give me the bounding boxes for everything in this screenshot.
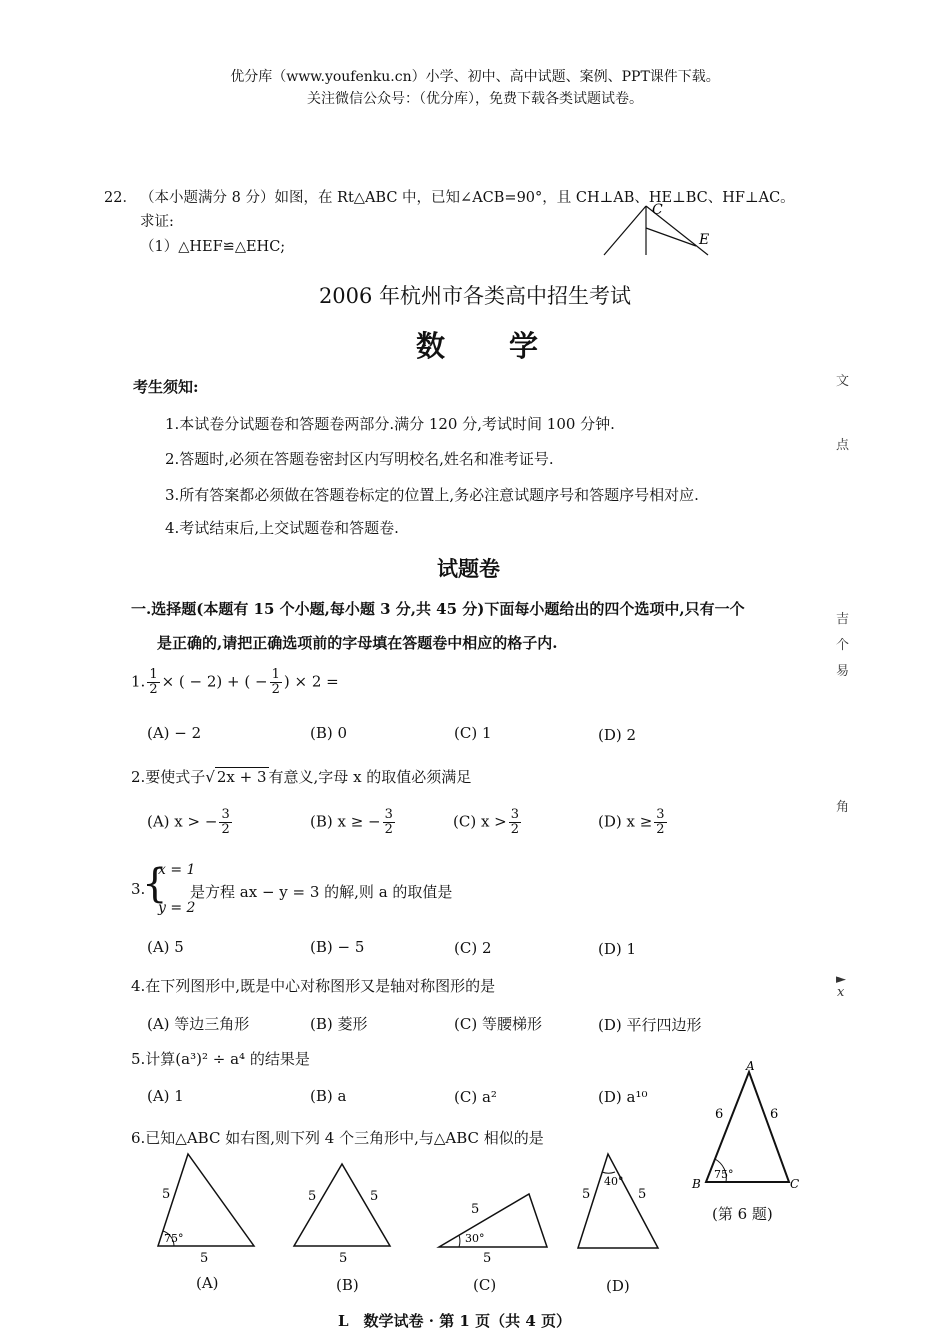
q2-option-d-frac [654, 808, 666, 837]
q2-option-d-den: 2 [656, 822, 665, 837]
q22-figure [600, 200, 720, 260]
q6-option-b-figure [290, 1158, 400, 1268]
q4-option-b: (B) 菱形 [310, 1015, 368, 1033]
q3-eq2: y = 2 [158, 900, 196, 916]
q2-tail: 有意义,字母 x 的取值必须满足 [268, 768, 472, 786]
q2-prefix: 2.要使式子 [131, 768, 206, 786]
q6-ref-shape [706, 1072, 789, 1182]
q2-option-b-den: 2 [384, 822, 393, 837]
q2-option-d [598, 808, 669, 837]
q4-option-d: (D) 平行四边形 [598, 1016, 702, 1034]
q6-option-d-angle: 40° [604, 1175, 624, 1188]
q1-frac-b [270, 668, 282, 697]
q6-stem: 6.已知△ABC 如右图,则下列 4 个三角形中,与△ABC 相似的是 [131, 1129, 544, 1147]
q6-option-b-shape [294, 1164, 390, 1246]
q3-prefix: 3. [131, 880, 146, 898]
q1-frac-b-den: 2 [271, 682, 280, 697]
q22-prove: 求证: [140, 214, 174, 230]
q6-option-c-shape [439, 1194, 547, 1247]
q5-option-d: (D) a¹⁰ [598, 1088, 648, 1106]
q2-option-c [453, 808, 523, 837]
q5-option-c: (C) a² [454, 1088, 497, 1106]
q3-option-b: (B) − 5 [310, 938, 365, 956]
paper-title: 试题卷 [437, 556, 500, 581]
q2-option-c-frac [509, 808, 521, 837]
notice-item-4: 4.考试结束后,上交试题卷和答题卷. [165, 519, 399, 537]
q1-prefix: 1. [131, 672, 146, 691]
q6-ref-label-c: C [790, 1177, 800, 1191]
q6-option-b-side3: 5 [339, 1251, 348, 1266]
q2-option-c-text: (C) x > [453, 812, 507, 831]
q2-option-b-text: (B) x ≥ − [310, 812, 381, 831]
notice-heading: 考生须知: [133, 378, 199, 396]
notice-item-2: 2.答题时,必须在答题卷密封区内写明校名,姓名和准考证号. [165, 450, 554, 468]
q6-option-b-side1: 5 [308, 1189, 317, 1204]
q3-tail: 是方程 ax − y = 3 的解,则 a 的取值是 [190, 883, 453, 901]
side-fragment-1: 文 [836, 374, 850, 389]
q6-option-a-label: (A) [196, 1274, 219, 1292]
q2-option-d-text: (D) x ≥ [598, 812, 653, 831]
q4-option-c: (C) 等腰梯形 [454, 1015, 542, 1033]
q6-option-b-side2: 5 [370, 1189, 379, 1204]
q2-option-a-den: 2 [221, 822, 230, 837]
q2-option-a-frac [219, 808, 231, 837]
q2-option-d-num: 3 [656, 807, 665, 822]
q22-text: （本小题满分 8 分）如图，在 Rt△ABC 中，已知∠ACB=90°，且 CH⊥AB、HE⊥BC、HF⊥AC。 [140, 190, 795, 206]
q6-reference-triangle [688, 1058, 808, 1198]
notice-item-1: 1.本试卷分试题卷和答题卷两部分.满分 120 分,考试时间 100 分钟. [165, 415, 615, 433]
page-footer: L 数学试卷 · 第 1 页（共 4 页） [338, 1312, 571, 1330]
q6-option-a-side2: 5 [200, 1251, 209, 1266]
q22-side-ca [604, 206, 646, 255]
q6-option-c-label: (C) [473, 1276, 497, 1294]
q3-option-d: (D) 1 [598, 940, 637, 958]
section1-line2: 是正确的,请把正确选项前的字母填在答题卷中相应的格子内. [157, 634, 558, 652]
q1-tail: ) × 2 = [283, 672, 339, 691]
q22-label-c: C [652, 202, 663, 218]
q4-stem: 4.在下列图形中,既是中心对称图形又是轴对称图形的是 [131, 977, 496, 995]
q2-radicand: 2x + 3 [216, 768, 267, 786]
q1-frac-a [147, 668, 159, 697]
q2-option-b-frac [383, 808, 395, 837]
q1-option-d: (D) 2 [598, 726, 637, 744]
side-fragment-4: 个 [836, 638, 850, 653]
section1-line1: 一.选择题(本题有 15 个小题,每小题 3 分,共 45 分)下面每小题给出的四个选项中,只有一个 [131, 600, 745, 618]
q22-part1: （1）△HEF≌△EHC; [140, 239, 286, 255]
q6-ref-caption: (第 6 题) [712, 1205, 773, 1223]
q5-option-a: (A) 1 [147, 1087, 184, 1105]
q6-option-d-side1: 5 [582, 1187, 591, 1202]
side-fragment-6: 角 [836, 800, 850, 815]
q5-option-b: (B) a [310, 1087, 347, 1105]
q6-option-b-label: (B) [336, 1276, 359, 1294]
q6-option-d-arc [602, 1172, 615, 1173]
q2-stem [131, 766, 471, 787]
q3-brace: { [142, 861, 168, 907]
q6-option-a-figure [150, 1148, 260, 1268]
q4-option-a: (A) 等边三角形 [147, 1015, 250, 1033]
q3-option-c: (C) 2 [454, 939, 492, 957]
q1-stem [131, 668, 339, 697]
q6-ref-label-b: B [692, 1177, 701, 1191]
side-fragment-2: 点 [836, 438, 850, 453]
q1-mid: × ( − 2) + ( − [161, 672, 268, 691]
q22-label-e: E [699, 232, 710, 248]
q6-option-c-side1: 5 [471, 1202, 480, 1217]
q1-frac-a-den: 2 [149, 682, 158, 697]
q22-he [646, 228, 696, 246]
q3-eq1: x = 1 [158, 862, 196, 878]
q6-ref-side-right: 6 [770, 1107, 779, 1122]
q2-option-a-text: (A) x > − [147, 812, 218, 831]
exam-title: 2006 年杭州市各类高中招生考试 [318, 284, 632, 308]
q2-option-b-num: 3 [384, 807, 393, 822]
q6-option-c-arc [459, 1235, 460, 1247]
exam-subject: 数 学 [416, 329, 541, 363]
notice-item-3: 3.所有答案都必须做在答题卷标定的位置上,务必注意试题序号和答题序号相对应. [165, 486, 699, 504]
q22-number: 22． [104, 190, 137, 206]
side-fragment-3: 吉 [836, 612, 850, 627]
q2-option-c-num: 3 [510, 807, 520, 822]
q1-option-b: (B) 0 [310, 724, 348, 742]
q6-ref-label-a: A [746, 1059, 755, 1073]
sqrt-sign: √ [205, 768, 215, 786]
q1-frac-a-num: 1 [149, 667, 158, 682]
q6-ref-angle: 75° [714, 1168, 734, 1181]
arrow-right-icon: ► [836, 972, 846, 987]
q6-option-a-side1: 5 [162, 1187, 171, 1202]
q3-option-a: (A) 5 [147, 938, 184, 956]
side-fragment-7: x [837, 985, 845, 1000]
header-line-2: 关注微信公众号：（优分库），免费下载各类试题试卷。 [307, 91, 643, 107]
q6-option-c-angle: 30° [465, 1232, 485, 1245]
q2-option-c-den: 2 [510, 822, 520, 837]
q2-option-a-num: 3 [221, 807, 230, 822]
q1-option-c: (C) 1 [454, 724, 492, 742]
q6-option-d-figure [572, 1150, 667, 1260]
q6-option-c-side2: 5 [483, 1251, 492, 1266]
side-fragment-5: 易 [836, 664, 850, 679]
q6-option-d-side2: 5 [638, 1187, 647, 1202]
q1-frac-b-num: 1 [271, 667, 280, 682]
q6-option-d-label: (D) [606, 1277, 630, 1295]
q1-option-a: (A) − 2 [147, 724, 202, 742]
q6-option-c-figure [433, 1188, 558, 1268]
q2-option-a [147, 808, 234, 837]
q2-option-b [310, 808, 397, 837]
q5-stem: 5.计算(a³)² ÷ a⁴ 的结果是 [131, 1050, 310, 1068]
q6-option-a-angle: 75° [164, 1232, 184, 1245]
q6-ref-side-left: 6 [715, 1107, 724, 1122]
header-line-1: 优分库（www.youfenku.cn）小学、初中、高中试题、案例、PPT课件下载。 [230, 69, 720, 85]
